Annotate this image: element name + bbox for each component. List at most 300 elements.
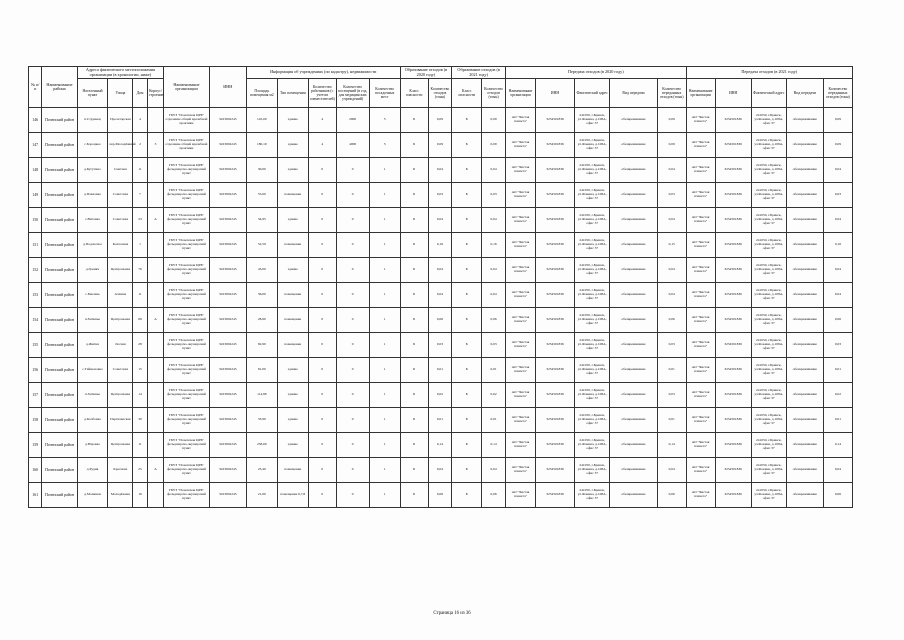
cell-visits: 0 [336, 158, 369, 183]
cell-building: 3 [147, 133, 164, 158]
cell-transfer-kind-2021: обезвреживание [786, 158, 823, 183]
table-row [29, 408, 882, 433]
cell-number: 152 [29, 258, 42, 283]
cell-transferred-2020: 0,04 [657, 283, 686, 308]
cell-receiver-inn-2021: 3254501836 [715, 408, 751, 433]
cell-number: 161 [29, 483, 42, 508]
cell-visits: 0 [336, 208, 369, 233]
cell-area: 43,00 [246, 258, 277, 283]
cell-area: 114,98 [246, 383, 277, 408]
cell-waste-2020: 0,16 [428, 233, 452, 258]
cell-receiver-2020: АО "Чистая планета" [505, 283, 535, 308]
cell-visits: 0 [336, 233, 369, 258]
cell-settlement: с.Бороцкое [77, 133, 108, 158]
column-header: Вид передачи [786, 79, 823, 108]
table-row [29, 333, 882, 358]
cell-visits: 0 [336, 458, 369, 483]
column-header: Фактический адрес [751, 79, 786, 108]
cell-receiver-inn-2020: 3254501836 [535, 208, 574, 233]
cell-receiver-2021: АО "Чистая планета" [686, 483, 715, 508]
cell-district: Почепский район [42, 258, 77, 283]
cell-settlement: д.Колбовка [77, 408, 108, 433]
cell-transferred-2020: 0,04 [657, 258, 686, 283]
cell-organization: ГБУЗ "Почепская ЦРБ" фельдшерско-акушерский пункт [164, 433, 209, 458]
cell-transferred-2021: 0,04 [823, 283, 852, 308]
cell-transfer-kind-2021: обезвреживание [786, 183, 823, 208]
cell-district: Почепский район [42, 108, 77, 133]
cell-inn: 3223002245 [209, 308, 246, 333]
cell-number: 160 [29, 458, 42, 483]
cell-transferred-2020: 0,01 [657, 358, 686, 383]
cell-waste-2020: 0,02 [428, 383, 452, 408]
cell-district: Почепский район [42, 358, 77, 383]
cell-settlement: д.Юдовка [77, 433, 108, 458]
cell-area: 36,00 [246, 283, 277, 308]
cell-receiver-inn-2020: 3254501836 [535, 433, 574, 458]
cell-building [147, 408, 164, 433]
cell-transfer-kind-2021: обезвреживание [786, 408, 823, 433]
cell-district: Почепский район [42, 408, 77, 433]
cell-staff: 4 [308, 108, 336, 133]
cell-waste-2021: 0,04 [482, 283, 506, 308]
cell-receiver-address-2020: 241050, г.Брянск, ул.Фокина, д.108А, офис 37 [575, 108, 610, 133]
cell-waste-2021: 0,01 [482, 358, 506, 383]
cell-receiver-inn-2021: 3254501836 [715, 283, 751, 308]
cell-waste-2020: 0,06 [428, 483, 452, 508]
cell-number: 155 [29, 333, 42, 358]
cell-premise-type: помещение [277, 183, 308, 208]
cell-receiver-2020: АО "Чистая планета" [505, 383, 535, 408]
cell-transferred-2021: 0,04 [823, 208, 852, 233]
cell-receiver-inn-2020: 3254501836 [535, 308, 574, 333]
cell-building [147, 283, 164, 308]
cell-house: 30 [133, 408, 147, 433]
cell-receiver-2021: АО "Чистая планета" [686, 258, 715, 283]
cell-receiver-address-2021: 241050, г.Брянск, ул.Фокина, д.108А, офис 37 [751, 308, 786, 333]
cell-transfer-kind-2020: обезвреживание [610, 408, 657, 433]
cell-premise-type: здание [277, 158, 308, 183]
cell-staff: 0 [308, 308, 336, 333]
cell-visits: 0 [336, 333, 369, 358]
group-header: Информация об учреждениях (по кадастру), недвижимости [246, 67, 400, 79]
column-header: Площадь помещения м2 [246, 79, 277, 108]
cell-waste-2021: 0,06 [482, 308, 506, 333]
cell-receiver-inn-2020: 3254501836 [535, 458, 574, 483]
table-row [29, 233, 882, 258]
cell-inn: 3223002245 [209, 183, 246, 208]
cell-transfer-kind-2020: обезвреживание [610, 358, 657, 383]
cell-seats: 1 [369, 333, 400, 358]
cell-receiver-inn-2021: 3254501836 [715, 333, 751, 358]
cell-receiver-address-2020: 241050, г.Брянск, ул.Фокина, д.108А, офис 37 [575, 258, 610, 283]
cell-transferred-2021: 0,06 [823, 483, 852, 508]
cell-building [147, 158, 164, 183]
cell-receiver-2021: АО "Чистая планета" [686, 283, 715, 308]
column-header: Наименование организации [505, 79, 535, 108]
cell-organization: ГБУЗ "Почепская ЦРБ" фельдшерско-акушерский пункт [164, 333, 209, 358]
cell-building [147, 233, 164, 258]
cell-transferred-2021: 0,04 [823, 158, 852, 183]
cell-seats: 1 [369, 183, 400, 208]
group-header: Адреса фактического местоположения организации (в хронологии, ниже) [77, 67, 164, 79]
cell-receiver-address-2020: 241050, г.Брянск, ул.Фокина, д.108А, офис 37 [575, 483, 610, 508]
column-header: Количество отходов (тонн) [428, 79, 452, 108]
cell-street: Краснова [108, 458, 133, 483]
cell-hazard-class-2020: Б [400, 308, 428, 333]
cell-hazard-class-2021: Б [452, 383, 482, 408]
cell-transferred-2021: 0,03 [823, 183, 852, 208]
cell-receiver-2020: АО "Чистая планета" [505, 333, 535, 358]
cell-visits: 2900 [336, 108, 369, 133]
cell-house: 11 [133, 158, 147, 183]
cell-number: 151 [29, 233, 42, 258]
cell-street: Лесная [108, 333, 133, 358]
group-header: Наименование организации [164, 67, 209, 108]
cell-transferred-2021: 0,02 [823, 383, 852, 408]
cell-building [147, 383, 164, 408]
cell-transfer-kind-2020: обезвреживание [610, 208, 657, 233]
cell-receiver-inn-2021: 3254501836 [715, 183, 751, 208]
cell-seats: 1 [369, 308, 400, 333]
cell-transfer-kind-2021: обезвреживание [786, 483, 823, 508]
cell-seats: 3 [369, 108, 400, 133]
cell-staff: 0 [308, 408, 336, 433]
group-header: Образование отходов (в 2020 году) [400, 67, 452, 79]
cell-transfer-kind-2020: обезвреживание [610, 183, 657, 208]
cell-transfer-kind-2020: обезвреживание [610, 383, 657, 408]
column-header: Корпус/ строение [147, 79, 164, 108]
cell-settlement: п.Студенец [77, 108, 108, 133]
cell-waste-2020: 0,04 [428, 458, 452, 483]
cell-hazard-class-2021: Б [452, 333, 482, 358]
cell-district: Почепский район [42, 208, 77, 233]
cell-transferred-2021: 0,06 [823, 308, 852, 333]
cell-waste-2020: 0,01 [428, 408, 452, 433]
table-row [29, 158, 882, 183]
cell-transfer-kind-2021: обезвреживание [786, 433, 823, 458]
cell-number: 156 [29, 358, 42, 383]
cell-hazard-class-2020: Б [400, 108, 428, 133]
cell-receiver-2020: АО "Чистая планета" [505, 208, 535, 233]
cell-transferred-2020: 0,06 [657, 308, 686, 333]
cell-hazard-class-2020: Б [400, 133, 428, 158]
cell-settlement: с.Гаймоновка [77, 358, 108, 383]
cell-receiver-address-2020: 241050, г.Брянск, ул.Фокина, д.108А, офис 37 [575, 308, 610, 333]
cell-receiver-2020: АО "Чистая планета" [505, 133, 535, 158]
cell-hazard-class-2020: Б [400, 208, 428, 233]
cell-inn: 3223002245 [209, 358, 246, 383]
cell-transfer-kind-2021: обезвреживание [786, 383, 823, 408]
cell-waste-2020: 0,04 [428, 208, 452, 233]
cell-street: пер.Молодёжный [108, 133, 133, 158]
cell-street: Партизанская [108, 408, 133, 433]
cell-premise-type: помещение [277, 458, 308, 483]
column-header: Фактический адрес [575, 79, 610, 108]
cell-street: Сметная [108, 158, 133, 183]
cell-area: 180,10 [246, 133, 277, 158]
cell-receiver-address-2021: 241050, г.Брянск, ул.Фокина, д.108А, офис 37 [751, 383, 786, 408]
cell-number: 149 [29, 183, 42, 208]
cell-inn: 3223002245 [209, 433, 246, 458]
cell-receiver-inn-2020: 3254501836 [535, 233, 574, 258]
cell-transferred-2020: 0,04 [657, 158, 686, 183]
cell-inn: 3223002245 [209, 333, 246, 358]
cell-inn: 3223002245 [209, 283, 246, 308]
cell-receiver-address-2021: 241050, г.Брянск, ул.Фокина, д.108А, офис 37 [751, 108, 786, 133]
cell-receiver-address-2020: 241050, г.Брянск, ул.Фокина, д.108А, офис 37 [575, 133, 610, 158]
cell-street: Молодёжная [108, 483, 133, 508]
cell-transferred-2020: 0,03 [657, 183, 686, 208]
cell-receiver-2020: АО "Чистая планета" [505, 108, 535, 133]
cell-waste-2021: 0,04 [482, 258, 506, 283]
cell-transfer-kind-2020: обезвреживание [610, 108, 657, 133]
cell-transferred-2021: 0,01 [823, 358, 852, 383]
page-number: Страница 16 из 36 [433, 611, 471, 616]
cell-waste-2020: 0,06 [428, 308, 452, 333]
cell-premise-type: здание [277, 108, 308, 133]
cell-building [147, 183, 164, 208]
cell-inn: 3223002245 [209, 408, 246, 433]
cell-transfer-kind-2021: обезвреживание [786, 358, 823, 383]
cell-waste-2020: 0,04 [428, 258, 452, 283]
cell-district: Почепский район [42, 158, 77, 183]
cell-inn: 3223002245 [209, 233, 246, 258]
waste-registry-table [28, 66, 882, 508]
cell-number: 148 [29, 158, 42, 183]
cell-organization: ГБУЗ "Почепская ЦРБ" фельдшерско-акушерский пункт [164, 483, 209, 508]
cell-street: Советская [108, 183, 133, 208]
cell-area: 33,90 [246, 408, 277, 433]
table-row [29, 258, 882, 283]
cell-waste-2021: 0,01 [482, 408, 506, 433]
cell-receiver-2020: АО "Чистая планета" [505, 308, 535, 333]
cell-receiver-inn-2020: 3254501836 [535, 158, 574, 183]
cell-hazard-class-2020: Б [400, 258, 428, 283]
cell-settlement: д.Рудня [77, 458, 108, 483]
cell-house: 11 [133, 283, 147, 308]
cell-receiver-address-2021: 241050, г.Брянск, ул.Фокина, д.108А, офис 37 [751, 283, 786, 308]
cell-organization: ГБУЗ "Почепская ЦРБ" фельдшерско-акушерский пункт [164, 208, 209, 233]
cell-building: А [147, 308, 164, 333]
cell-waste-2020: 0,09 [428, 108, 452, 133]
group-header: Образование отходов (в 2021 году) [452, 67, 506, 79]
cell-receiver-inn-2020: 3254501836 [535, 133, 574, 158]
cell-receiver-2021: АО "Чистая планета" [686, 458, 715, 483]
cell-building [147, 483, 164, 508]
cell-hazard-class-2020: Б [400, 233, 428, 258]
cell-hazard-class-2021: Б [452, 433, 482, 458]
column-header: ИНН [535, 79, 574, 108]
cell-hazard-class-2020: Б [400, 283, 428, 308]
cell-hazard-class-2020: Б [400, 158, 428, 183]
table-row [29, 183, 882, 208]
cell-transfer-kind-2020: обезвреживание [610, 333, 657, 358]
cell-area: 34,95 [246, 208, 277, 233]
column-header: Количество отходов (тонн) [482, 79, 506, 108]
cell-building: А [147, 458, 164, 483]
cell-receiver-address-2020: 241050, г.Брянск, ул.Фокина, д.108А, офис 37 [575, 283, 610, 308]
cell-seats: 1 [369, 233, 400, 258]
cell-house: 28 [133, 333, 147, 358]
cell-transfer-kind-2021: обезвреживание [786, 283, 823, 308]
table-row [29, 208, 882, 233]
cell-premise-type: помещение [277, 283, 308, 308]
column-header: Вид передачи [610, 79, 657, 108]
cell-inn: 3223002245 [209, 133, 246, 158]
group-header: № п/п [29, 67, 42, 108]
cell-seats: 1 [369, 208, 400, 233]
cell-street: Центральная [108, 383, 133, 408]
cell-inn: 3223002245 [209, 208, 246, 233]
cell-organization: ГБУЗ "Почепская ЦРБ" отделение общей врачебной практики [164, 108, 209, 133]
cell-transferred-2020: 0,04 [657, 208, 686, 233]
cell-area: 30,00 [246, 158, 277, 183]
cell-staff: 0 [308, 183, 336, 208]
cell-waste-2020: 0,03 [428, 183, 452, 208]
cell-waste-2020: 0,09 [428, 133, 452, 158]
cell-receiver-address-2021: 241050, г.Брянск, ул.Фокина, д.108А, офис 37 [751, 208, 786, 233]
table-row [29, 358, 882, 383]
cell-organization: ГБУЗ "Почепская ЦРБ" фельдшерско-акушерский пункт [164, 308, 209, 333]
cell-waste-2021: 0,03 [482, 183, 506, 208]
cell-hazard-class-2020: Б [400, 333, 428, 358]
cell-inn: 3223002245 [209, 258, 246, 283]
cell-house: 23 [133, 208, 147, 233]
cell-seats: 3 [369, 133, 400, 158]
cell-receiver-address-2021: 241050, г.Брянск, ул.Фокина, д.108А, офис 37 [751, 258, 786, 283]
cell-house: 14 [133, 383, 147, 408]
cell-transferred-2021: 0,14 [823, 433, 852, 458]
cell-staff: 0 [308, 283, 336, 308]
cell-house: 68 [133, 308, 147, 333]
cell-organization: ГБУЗ "Почепская ЦРБ" фельдшерско-акушерский пункт [164, 358, 209, 383]
cell-receiver-2021: АО "Чистая планета" [686, 233, 715, 258]
cell-organization: ГБУЗ "Почепская ЦРБ" отделение общей врачебной практики [164, 133, 209, 158]
cell-inn: 3223002245 [209, 158, 246, 183]
cell-house: 25 [133, 458, 147, 483]
group-header: Наименование района [42, 67, 77, 108]
cell-receiver-2020: АО "Чистая планета" [505, 483, 535, 508]
cell-seats: 1 [369, 358, 400, 383]
cell-receiver-inn-2020: 3254501836 [535, 183, 574, 208]
cell-receiver-address-2020: 241050, г.Брянск, ул.Фокина, д.108А, офис 37 [575, 383, 610, 408]
cell-street: Алхима [108, 283, 133, 308]
cell-house: 2 [133, 133, 147, 158]
cell-visits: 4000 [336, 133, 369, 158]
cell-district: Почепский район [42, 458, 77, 483]
cell-house: 7 [133, 183, 147, 208]
cell-organization: ГБУЗ "Почепская ЦРБ" фельдшерско-акушерский пункт [164, 283, 209, 308]
cell-visits: 0 [336, 383, 369, 408]
cell-hazard-class-2021: Б [452, 233, 482, 258]
cell-receiver-2020: АО "Чистая планета" [505, 258, 535, 283]
cell-settlement: д.Павловка [77, 183, 108, 208]
cell-receiver-inn-2021: 3254501836 [715, 233, 751, 258]
cell-receiver-2020: АО "Чистая планета" [505, 183, 535, 208]
cell-receiver-inn-2021: 3254501836 [715, 308, 751, 333]
table-row [29, 483, 882, 508]
cell-receiver-inn-2021: 3254501836 [715, 358, 751, 383]
cell-transfer-kind-2021: обезвреживание [786, 333, 823, 358]
cell-inn: 3223002245 [209, 108, 246, 133]
cell-district: Почепский район [42, 133, 77, 158]
cell-street: Центральная [108, 258, 133, 283]
cell-receiver-2021: АО "Чистая планета" [686, 408, 715, 433]
cell-number: 147 [29, 133, 42, 158]
cell-receiver-2021: АО "Чистая планета" [686, 358, 715, 383]
cell-waste-2021: 0,04 [482, 458, 506, 483]
cell-receiver-address-2020: 241050, г.Брянск, ул.Фокина, д.108А, офис 37 [575, 233, 610, 258]
cell-waste-2021: 0,16 [482, 233, 506, 258]
cell-visits: 0 [336, 483, 369, 508]
cell-street: Центральная [108, 308, 133, 333]
group-header: Передача отходов (в 2020 году) [505, 67, 686, 79]
cell-inn: 3223002245 [209, 458, 246, 483]
cell-receiver-inn-2020: 3254501836 [535, 358, 574, 383]
cell-hazard-class-2021: Б [452, 158, 482, 183]
cell-district: Почепский район [42, 233, 77, 258]
cell-hazard-class-2021: Б [452, 408, 482, 433]
cell-premise-type: здание [277, 208, 308, 233]
cell-building [147, 358, 164, 383]
table-row [29, 283, 882, 308]
cell-building: А [147, 208, 164, 233]
cell-receiver-inn-2020: 3254501836 [535, 108, 574, 133]
column-header: Класс опасности [400, 79, 428, 108]
cell-transfer-kind-2021: обезвреживание [786, 458, 823, 483]
cell-receiver-2020: АО "Чистая планета" [505, 433, 535, 458]
cell-receiver-address-2021: 241050, г.Брянск, ул.Фокина, д.108А, офис 37 [751, 333, 786, 358]
table-row [29, 133, 882, 158]
column-header: Количество переданных отходов (тонн) [657, 79, 686, 108]
cell-organization: ГБУЗ "Почепская ЦРБ" фельдшерско-акушерский пункт [164, 408, 209, 433]
cell-receiver-address-2020: 241050, г.Брянск, ул.Фокина, д.108А, офис 37 [575, 158, 610, 183]
cell-number: 154 [29, 308, 42, 333]
column-header: Количество посещений (в год, для медицинских учреждений) [336, 79, 369, 108]
cell-inn: 3223002245 [209, 483, 246, 508]
cell-settlement: д.Малинки [77, 483, 108, 508]
column-header: Наименование организации [686, 79, 715, 108]
cell-premise-type: помещение 6,7,8 [277, 483, 308, 508]
cell-transfer-kind-2020: обезвреживание [610, 458, 657, 483]
cell-district: Почепский район [42, 283, 77, 308]
cell-receiver-inn-2021: 3254501836 [715, 158, 751, 183]
cell-area: 28,60 [246, 308, 277, 333]
cell-number: 159 [29, 433, 42, 458]
cell-number: 157 [29, 383, 42, 408]
cell-settlement: с.Витовка [77, 208, 108, 233]
cell-receiver-2020: АО "Чистая планета" [505, 158, 535, 183]
cell-staff: 0 [308, 233, 336, 258]
cell-house: 76 [133, 258, 147, 283]
cell-transferred-2020: 0,15 [657, 233, 686, 258]
cell-waste-2021: 0,14 [482, 433, 506, 458]
cell-receiver-inn-2021: 3254501836 [715, 258, 751, 283]
cell-building [147, 333, 164, 358]
cell-transferred-2021: 0,03 [823, 333, 852, 358]
cell-receiver-address-2020: 241050, г.Брянск, ул.Фокина, д.108А, офис 37 [575, 183, 610, 208]
cell-hazard-class-2021: Б [452, 483, 482, 508]
cell-seats: 1 [369, 433, 400, 458]
table-row [29, 383, 882, 408]
cell-building [147, 258, 164, 283]
cell-receiver-inn-2021: 3254501836 [715, 383, 751, 408]
cell-seats: 1 [369, 483, 400, 508]
cell-transferred-2020: 0,04 [657, 458, 686, 483]
cell-premise-type: помещение [277, 308, 308, 333]
column-header: Количество посадочных мест [369, 79, 400, 108]
cell-transfer-kind-2021: обезвреживание [786, 258, 823, 283]
